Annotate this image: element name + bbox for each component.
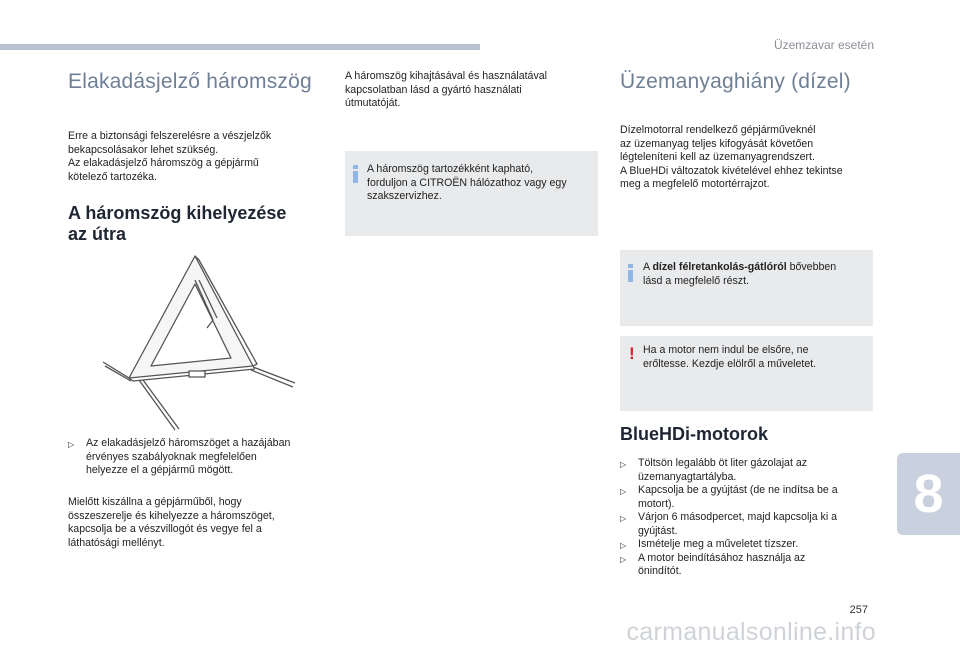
- bluehdi-steps-list: [620, 457, 882, 579]
- info-box-text: [643, 261, 871, 288]
- col1-heading: [68, 203, 286, 245]
- col1-heading-line: A háromszög kihelyezése: [68, 203, 287, 223]
- col3-intro-line: meg a megfelelő motortérrajzot.: [620, 178, 770, 190]
- col3-intro-line: légteleníteni kell az üzemanyagrendszert.: [620, 151, 815, 163]
- warning-box-line: Ha a motor nem indul be elsőre, ne: [643, 344, 809, 356]
- col3-heading: BlueHDi-motorok: [620, 424, 768, 444]
- section-label: Üzemzavar esetén: [773, 38, 874, 52]
- list-item-line: A motor beindításához használja az: [638, 551, 806, 564]
- col1-outro-line: Mielőtt kiszállna a gépjárműből, hogy: [68, 496, 242, 508]
- col2-text-line: útmutatóját.: [345, 97, 401, 109]
- col1-outro-line: láthatósági mellényt.: [68, 536, 165, 549]
- watermark: carmanualsonline.info: [626, 618, 876, 646]
- chapter-number: 8: [913, 464, 944, 524]
- list-item: [620, 552, 882, 579]
- info-box-line: A háromszög tartozékként kapható,: [367, 163, 534, 175]
- col2-text-line: A háromszög kihajtásával és használatával: [345, 70, 547, 82]
- warning-triangle-illustration: [95, 250, 305, 435]
- col3-title: Üzemanyaghiány (dízel): [620, 70, 851, 93]
- col3-intro-line: az üzemanyag teljes kifogyását követően: [620, 137, 814, 150]
- list-item-line: önindítót.: [638, 565, 682, 577]
- list-item: [620, 457, 882, 484]
- info-box-line: forduljon a CITROËN hálózathoz vagy egy: [367, 176, 567, 189]
- col1-title: Elakadásjelző háromszög: [68, 70, 312, 93]
- list-item: [620, 538, 882, 552]
- list-item: [620, 511, 882, 538]
- list-item-line: helyezze el a gépjármű mögött.: [86, 464, 234, 476]
- list-item-line: motort).: [638, 497, 675, 510]
- warning-box: [620, 336, 873, 411]
- col3-intro-line: Dízelmotorral rendelkező gépjárműveknél: [620, 124, 816, 136]
- col1-intro-line: bekapcsolásakor lehet szükség.: [68, 143, 219, 156]
- arrow-bullet-icon: ▷: [68, 440, 75, 449]
- list-item-line: érvényes szabályoknak megfelelően: [86, 450, 257, 463]
- info-icon: [628, 264, 633, 282]
- col2-text-line: kapcsolatban lásd a gyártó használati: [345, 83, 522, 96]
- col3-intro: [620, 124, 882, 192]
- col3-intro-line: A BlueHDi változatok kivételével ehhez tekintse: [620, 164, 843, 177]
- col1-heading-line: az útra: [68, 224, 127, 244]
- arrow-bullet-icon: ▷: [620, 514, 627, 523]
- list-item-line: üzemanyagtartályba.: [638, 470, 737, 483]
- list-item: [620, 484, 882, 511]
- info-box-line: szakszervizhez.: [367, 190, 442, 202]
- info-box-line: lásd a megfelelő részt.: [643, 274, 749, 287]
- col1-outro-line: összeszerelje és kihelyezze a háromszöget,: [68, 509, 275, 522]
- arrow-bullet-icon: ▷: [620, 460, 627, 469]
- col1-intro-line: kötelező tartozéka.: [68, 170, 157, 183]
- col1-outro-line: kapcsolja be a vészvillogót és vegye fel a: [68, 523, 262, 535]
- list-item-line: Töltsön legalább öt liter gázolajat az: [638, 457, 808, 469]
- arrow-bullet-icon: ▷: [620, 487, 627, 496]
- arrow-bullet-icon: ▷: [620, 541, 627, 550]
- col1-intro-line: Erre a biztonsági felszerelésre a vészjelzők: [68, 130, 272, 142]
- col1-bullet-list: [68, 437, 330, 478]
- page-number: 257: [849, 604, 868, 616]
- list-item: [68, 437, 330, 478]
- misfuel-device-link-text: dízel félretankolás-gátlóról: [652, 261, 787, 273]
- exclamation-warning-icon: !: [629, 344, 635, 363]
- col1-intro-line: Az elakadásjelző háromszög a gépjármű: [68, 157, 259, 169]
- col1-intro: [68, 130, 328, 184]
- warning-box-line: erőltesse. Kezdje elölről a műveletet.: [643, 357, 817, 370]
- list-item-line: Kapcsolja be a gyújtást (de ne indítsa be a: [638, 484, 838, 496]
- info-box-accessory: [345, 151, 598, 236]
- col2-text: [345, 70, 595, 111]
- col1-outro: [68, 496, 330, 550]
- info-box-text: [367, 163, 595, 204]
- header-rule: [0, 44, 480, 50]
- list-item-line: Várjon 6 másodpercet, majd kapcsolja ki a: [638, 511, 838, 523]
- info-box-misfuel: [620, 250, 873, 326]
- list-item-line: Az elakadásjelző háromszöget a hazájában: [86, 437, 291, 449]
- warning-box-text: [643, 344, 871, 371]
- list-item-line: gyújtást.: [638, 524, 678, 537]
- info-icon: [353, 165, 358, 183]
- info-box-line: A dízel félretankolás-gátlóról bővebben: [643, 261, 837, 273]
- list-item-line: Ismételje meg a műveletet tízszer.: [638, 538, 799, 550]
- arrow-bullet-icon: ▷: [620, 554, 627, 564]
